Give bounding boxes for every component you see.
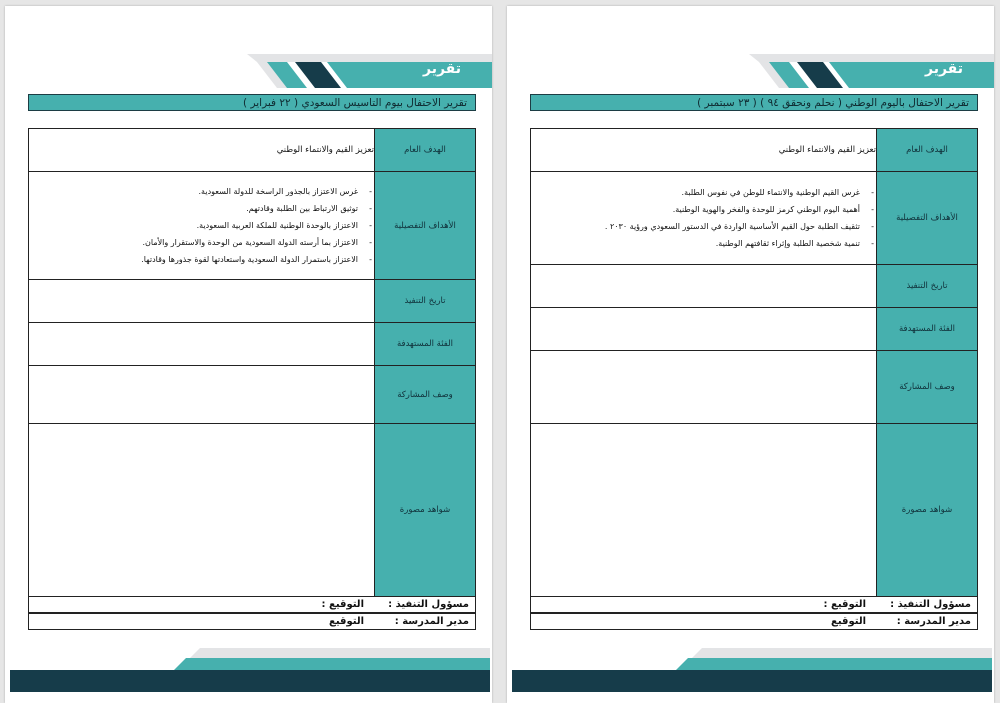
value-participation[interactable] (29, 366, 375, 424)
label-general-goal: الهدف العام (375, 129, 476, 172)
row-general-goal (29, 129, 476, 172)
row-detailed-goals (531, 172, 978, 265)
label-detailed-goals: الأهداف التفصيلية (375, 172, 476, 280)
principal-label: مدير المدرسة : (252, 614, 476, 630)
row-participation (29, 366, 476, 424)
objective-item: - أهمية اليوم الوطني كرمز للوحدة والفخر والهوية الوطنية. (531, 201, 860, 218)
value-photos[interactable] (531, 424, 877, 597)
objectives-list (531, 184, 876, 252)
report-page-founding-day (5, 6, 492, 703)
executor-label: مسؤول التنفيذ : (754, 597, 978, 613)
label-target-group: الفئة المستهدفة (375, 323, 476, 366)
value-target-group[interactable] (29, 323, 375, 366)
label-execution-date: تاريخ التنفيذ (375, 280, 476, 323)
objective-item: - تثقيف الطلبة حول القيم الأساسية الواردة في الدستور السعودي ورؤية ٢٠٣٠ . (531, 218, 860, 235)
row-execution-date (29, 280, 476, 323)
label-general-goal: الهدف العام (877, 129, 978, 172)
value-general-goal[interactable]: تعزيز القيم والانتماء الوطني (531, 129, 877, 172)
report-table (530, 128, 978, 597)
row-photos (29, 424, 476, 597)
value-photos[interactable] (29, 424, 375, 597)
value-participation[interactable] (531, 351, 877, 424)
report-subtitle: تقرير الاحتفال بيوم التاسيس السعودي ( ٢٢ فبراير ) (28, 94, 476, 111)
footer-principal-row (530, 613, 978, 630)
signature-label: التوقيع (29, 614, 253, 630)
footer-banner (512, 646, 992, 692)
header-title: تقرير (422, 61, 461, 77)
label-target-group: الفئة المستهدفة (877, 308, 978, 351)
objective-item: - تنمية شخصية الطلبة وإثراء ثقافتهم الوطنية. (531, 235, 860, 252)
principal-label: مدير المدرسة : (754, 614, 978, 630)
footer-principal-row (28, 613, 476, 630)
label-execution-date: تاريخ التنفيذ (877, 265, 978, 308)
footer-executor-row (28, 596, 476, 613)
row-detailed-goals (29, 172, 476, 280)
footer-banner (10, 646, 490, 692)
value-detailed-goals[interactable] (29, 172, 375, 280)
signature-label: التوقيع : (29, 597, 253, 613)
row-photos (531, 424, 978, 597)
signature-label: التوقيع : (531, 597, 755, 613)
label-detailed-goals: الأهداف التفصيلية (877, 172, 978, 265)
label-photos: شواهد مصورة (877, 424, 978, 597)
objective-item: - توثيق الارتباط بين الطلبة وقادتهم. (29, 200, 358, 217)
value-general-goal[interactable]: تعزيز القيم والانتماء الوطني (29, 129, 375, 172)
objective-item: - غرس القيم الوطنية والانتماء للوطن في نفوس الطلبة. (531, 184, 860, 201)
row-target-group (531, 308, 978, 351)
label-photos: شواهد مصورة (375, 424, 476, 597)
objective-item: - غرس الاعتزاز بالجذور الراسخة للدولة السعودية. (29, 183, 358, 200)
report-table (28, 128, 476, 597)
label-participation: وصف المشاركة (375, 366, 476, 424)
row-execution-date (531, 265, 978, 308)
label-participation: وصف المشاركة (877, 351, 978, 424)
value-execution-date[interactable] (29, 280, 375, 323)
value-detailed-goals[interactable] (531, 172, 877, 265)
value-execution-date[interactable] (531, 265, 877, 308)
row-target-group (29, 323, 476, 366)
row-participation (531, 351, 978, 424)
header-title: تقرير (924, 61, 963, 77)
report-page-national-day (507, 6, 994, 703)
report-subtitle: تقرير الاحتفال باليوم الوطني ( نحلم ونحقق ٩٤ ) ( ٢٣ سبتمبر ) (530, 94, 978, 111)
objective-item: - الاعتزاز بما أرسته الدولة السعودية من الوحدة والاستقرار والأمان. (29, 234, 358, 251)
objective-item: - الاعتزاز بالوحدة الوطنية للملكة العربية السعودية. (29, 217, 358, 234)
value-target-group[interactable] (531, 308, 877, 351)
footer-executor-row (530, 596, 978, 613)
objective-item: - الاعتزاز باستمرار الدولة السعودية واستعادتها لقوة جذورها وقادتها. (29, 251, 358, 268)
objectives-list (29, 183, 374, 268)
signature-label: التوقيع (531, 614, 755, 630)
executor-label: مسؤول التنفيذ : (252, 597, 476, 613)
row-general-goal (531, 129, 978, 172)
